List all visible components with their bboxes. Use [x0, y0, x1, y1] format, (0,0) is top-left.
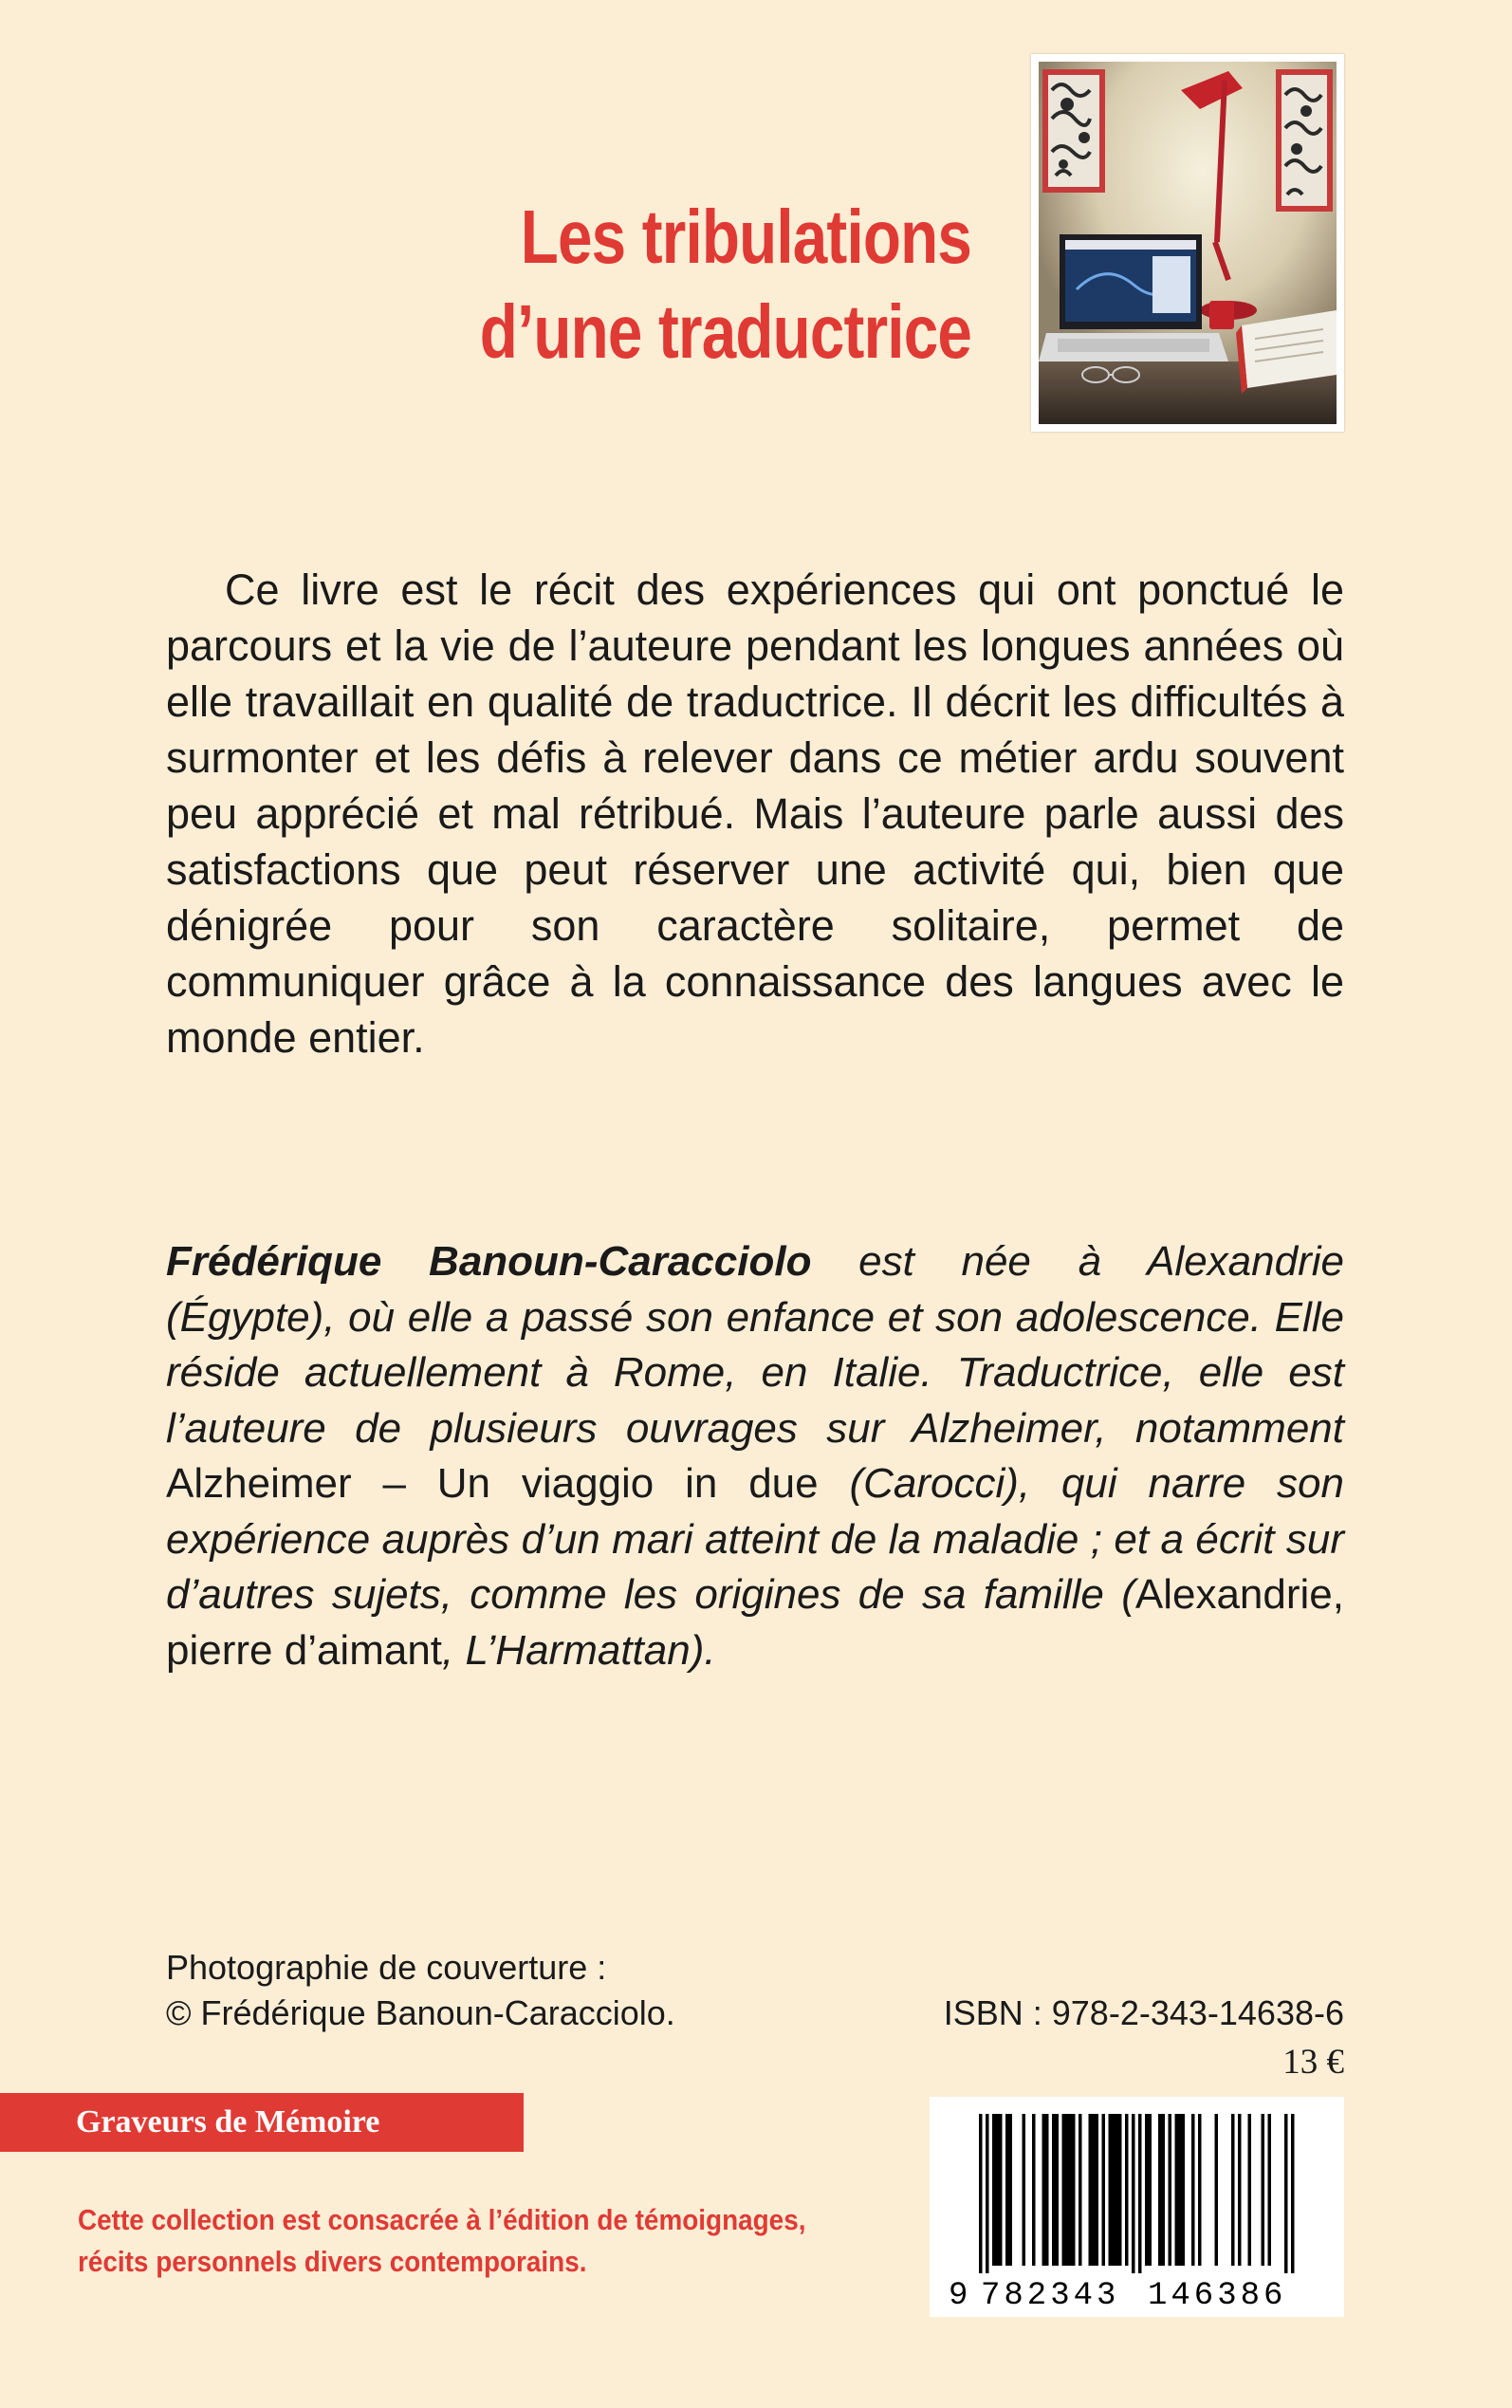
barcode-bar: [1138, 2114, 1142, 2273]
barcode-bar: [1023, 2114, 1026, 2266]
barcode-bar: [1149, 2114, 1152, 2266]
photo-credit-label: Photographie de couverture :: [166, 1948, 607, 1987]
barcode-bar: [1109, 2114, 1113, 2266]
barcode-bar: [1125, 2114, 1129, 2266]
barcode-bar: [1096, 2114, 1099, 2266]
barcode-bar: [1092, 2114, 1096, 2266]
bio-text-part-1: est née à Alexandrie (Égypte), où elle a passé son enfance et son adolescence. Elle réside actuellement à Rome, en Italie. Traductrice, elle est l’auteure de plusieurs ouvrages sur Alzheimer, notamment: [166, 1238, 1344, 1452]
author-bio: [166, 1234, 1344, 1678]
desk-photo-illustration: [1039, 62, 1337, 424]
photo-credit: [166, 1945, 675, 2036]
barcode-bar: [996, 2114, 1000, 2266]
barcode-bar: [1079, 2114, 1082, 2266]
barcode-bar: [1112, 2114, 1116, 2266]
barcode-bar: [1118, 2114, 1122, 2266]
barcode-bar: [1178, 2114, 1182, 2266]
cover-photo: [1031, 54, 1344, 432]
barcode-bar: [992, 2114, 996, 2266]
barcode-bar: [1132, 2114, 1135, 2273]
barcode-bar: [1248, 2114, 1252, 2266]
barcode-bar: [1262, 2114, 1265, 2266]
barcode-bar: [1182, 2114, 1186, 2266]
bio-book-title-2: Alexandrie, pierre d’aimant: [166, 1571, 1344, 1674]
barcode-bar: [1116, 2114, 1119, 2266]
barcode-bar: [1175, 2114, 1179, 2266]
barcode-bar: [1069, 2114, 1073, 2266]
collection-name: Graveurs de Mémoire: [76, 2104, 380, 2139]
book-description: Ce livre est le récit des expériences qui ont ponctué le parcours et la vie de l’auteure pendant les longues années où elle travaillait en qualité de traductrice. Il décrit les difficultés à surmonter et les défis à relever dans ce métier ardu souvent peu apprécié et mal rétribué. Mais l’auteure parle aussi des satisfactions que peut réserver une activité qui, bien que dénigrée pour son caractère solitaire, permet de communiquer grâce à la connaissance des langues avec le monde entier.: [166, 565, 1344, 1062]
barcode-bar: [1169, 2114, 1172, 2266]
photo-credit-owner: © Frédérique Banoun-Caracciolo.: [166, 1993, 675, 2032]
barcode-bar: [1238, 2114, 1242, 2266]
barcode-bar: [1072, 2114, 1076, 2266]
barcode-bar: [1065, 2114, 1069, 2266]
barcode-right-digits: 146386: [1148, 2278, 1287, 2314]
bio-book-title-1: Alzheimer – Un viaggio in due: [166, 1460, 819, 1507]
barcode-bar: [979, 2114, 983, 2273]
title-line-1: Les tribulations: [520, 194, 971, 279]
barcode-bar: [1284, 2114, 1288, 2273]
title-line-2: d’une traductrice: [479, 289, 971, 374]
barcode: [930, 2097, 1344, 2317]
author-name: Frédérique Banoun-Caracciolo: [166, 1238, 812, 1285]
collection-note-line-2: récits personnels divers contemporains.: [78, 2245, 587, 2278]
barcode-bar: [999, 2114, 1003, 2266]
barcode-bar: [1089, 2114, 1093, 2266]
barcode-bar: [1009, 2114, 1013, 2266]
book-title: [480, 190, 971, 380]
collection-note: [78, 2199, 887, 2283]
barcode-bar: [1198, 2114, 1202, 2266]
barcode-bar: [1052, 2114, 1056, 2266]
barcode-bar: [1215, 2114, 1219, 2266]
barcode-graphic: [930, 2097, 1344, 2317]
barcode-first-digit: 9: [949, 2278, 968, 2314]
isbn: ISBN : 978-2-343-14638-6: [943, 1993, 1344, 2032]
collection-note-line-1: Cette collection est consacrée à l’édition de témoignages,: [78, 2203, 806, 2236]
barcode-bar: [1268, 2114, 1272, 2266]
barcode-bar: [1162, 2114, 1166, 2266]
barcode-bar: [1042, 2114, 1046, 2266]
bio-text-part-3: , L’Harmattan).: [442, 1626, 716, 1674]
barcode-bar: [1145, 2114, 1149, 2266]
barcode-bar: [1005, 2114, 1009, 2266]
barcode-bar: [1291, 2114, 1295, 2273]
bio-text-part-2: (Carocci), qui narre son expérience auprès d’un mari atteint de la maladie ; et a écrit sur d’autres sujets, comme les origines de sa famille (: [166, 1460, 1345, 1618]
barcode-bar: [1191, 2114, 1195, 2266]
barcode-bar: [1062, 2114, 1066, 2266]
collection-band: [0, 2093, 524, 2152]
barcode-bar: [1158, 2114, 1162, 2266]
barcode-bar: [1056, 2114, 1060, 2266]
barcode-left-digits: 782343: [981, 2278, 1120, 2314]
barcode-bar: [1231, 2114, 1235, 2266]
barcode-bar: [1045, 2114, 1049, 2266]
barcode-bar: [986, 2114, 989, 2273]
price: 13 €: [1282, 2043, 1344, 2082]
barcode-bar: [1032, 2114, 1036, 2266]
barcode-bar: [1102, 2114, 1106, 2266]
